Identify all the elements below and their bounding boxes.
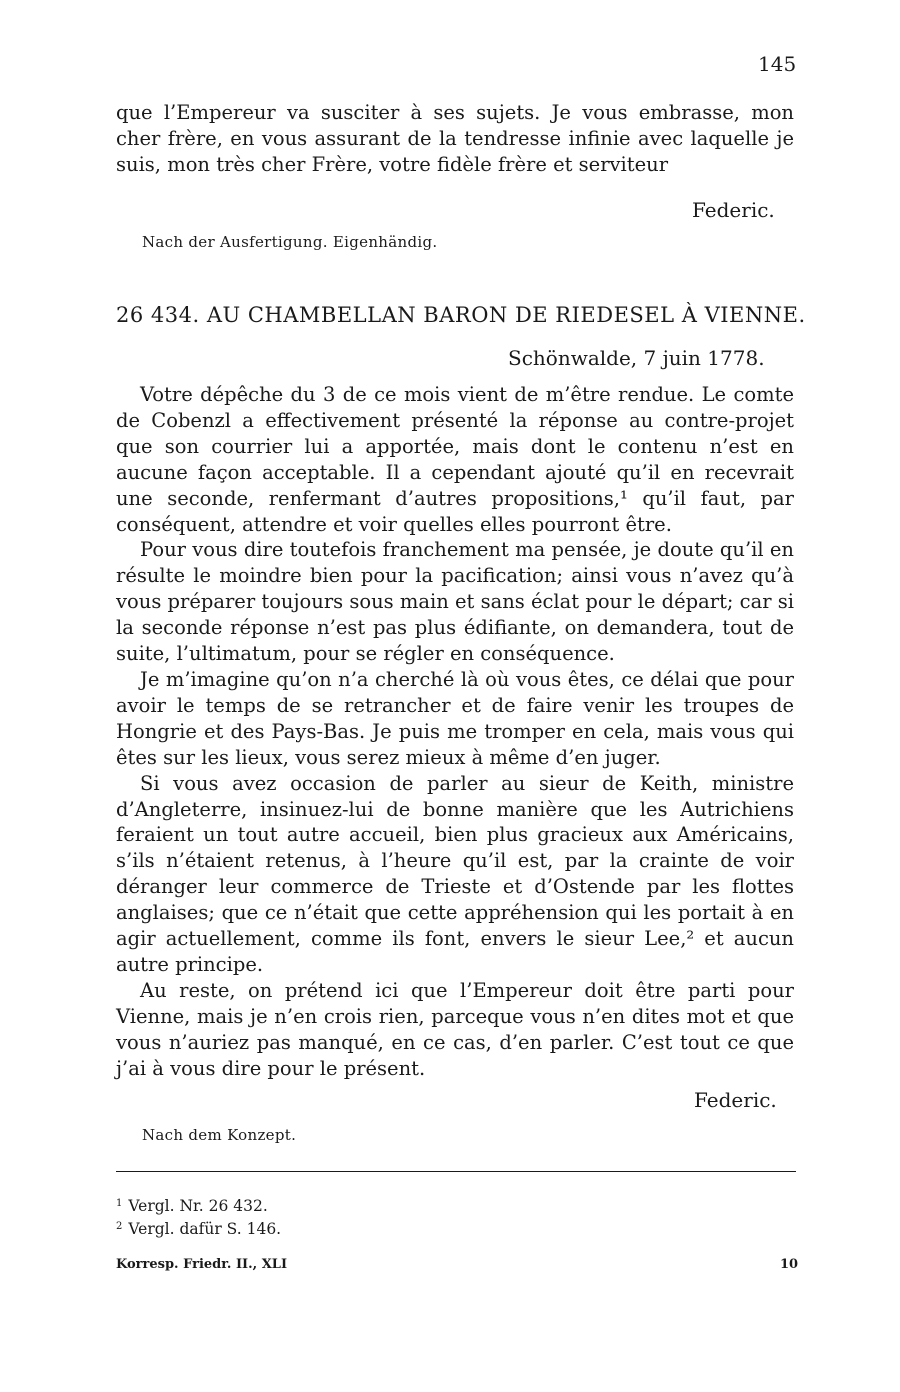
page-number: 145 (758, 52, 797, 76)
footnote (116, 1197, 268, 1215)
letter-paragraph: Je m’imagine qu’on n’a cherché là où vous êtes, ce délai que pour avoir le temps de se retrancher et de faire venir les troupes de Hongrie et des Pays-Bas. Je puis me tromper en cela, mais vous qui êtes sur les lieux, vous serez mieux à même d’en juger. (116, 667, 794, 769)
letter-heading: 26 434. AU CHAMBELLAN BARON DE RIEDESEL À VIENNE. (116, 303, 806, 327)
letter-paragraph: Si vous avez occasion de parler au sieur de Keith, ministre d’Angleterre, insinuez-lui de bonne manière que les Autrichiens feraient un tout autre accueil, bien plus gracieux aux Américains, s’ils n’étaient retenus, à l’heure qu’il est, par la crainte de voir déranger leur commerce de Trieste et d’Ostende par les flottes anglaises; que ce n’était que cette appréhension qui les portait à en agir actuellement, comme ils font, envers le sieur Lee,² et aucun autre principe. (116, 771, 794, 976)
footnote-marker: 1 (116, 1198, 123, 1209)
letter-paragraph: Pour vous dire toutefois franchement ma pensée, je doute qu’il en résulte le moindre bien pour la pacification; ainsi vous n’avez qu’à vous préparer toujours sous main et sans éclat pour le départ; car si la seconde réponse n’est pas plus édifiante, on demandera, tout de suite, l’ultimatum, pour se régler en conséquence. (116, 538, 794, 666)
footer-signature-mark: 10 (780, 1257, 799, 1272)
source-note: Nach dem Konzept. (142, 1126, 297, 1144)
source-note: Nach der Ausfertigung. Eigenhändig. (142, 233, 438, 251)
footnote-text: Vergl. dafür S. 146. (128, 1220, 282, 1238)
continuation-text-block (116, 100, 794, 178)
letter-body (116, 382, 794, 1081)
footer-source: Korresp. Friedr. II., XLI (116, 1257, 288, 1272)
footnote (116, 1220, 281, 1238)
letter-paragraph: Au reste, on prétend ici que l’Empereur doit être parti pour Vienne, mais je n’en crois rien, parceque vous n’en dites mot et que vous n’auriez pas manqué, en ce cas, d’en parler. C’est tout ce que j’ai à vous dire pour le présent. (116, 978, 794, 1080)
continuation-paragraph: que l’Empereur va susciter à ses sujets. Je vous embrasse, mon cher frère, en vous assurant de la tendresse infinie avec laquelle je suis, mon très cher Frère, votre fidèle frère et serviteur (116, 101, 794, 176)
footnote-divider (116, 1171, 796, 1172)
footnote-text: Vergl. Nr. 26 432. (128, 1197, 268, 1215)
footnote-marker: 2 (116, 1221, 123, 1232)
letter-paragraph: Votre dépêche du 3 de ce mois vient de m’être rendue. Le comte de Cobenzl a effectivement présenté la réponse au contre-projet que son courrier lui a apportée, mais dont le contenu n’est en aucune façon acceptable. Il a cependant ajouté qu’il en recevrait une seconde, renfermant d’autres propositions,¹ qu’il faut, par conséquent, attendre et voir quelles elles pourront être. (116, 383, 794, 536)
signature: Federic. (694, 1088, 777, 1112)
dateline: Schönwalde, 7 juin 1778. (508, 346, 765, 370)
signature: Federic. (692, 198, 775, 222)
